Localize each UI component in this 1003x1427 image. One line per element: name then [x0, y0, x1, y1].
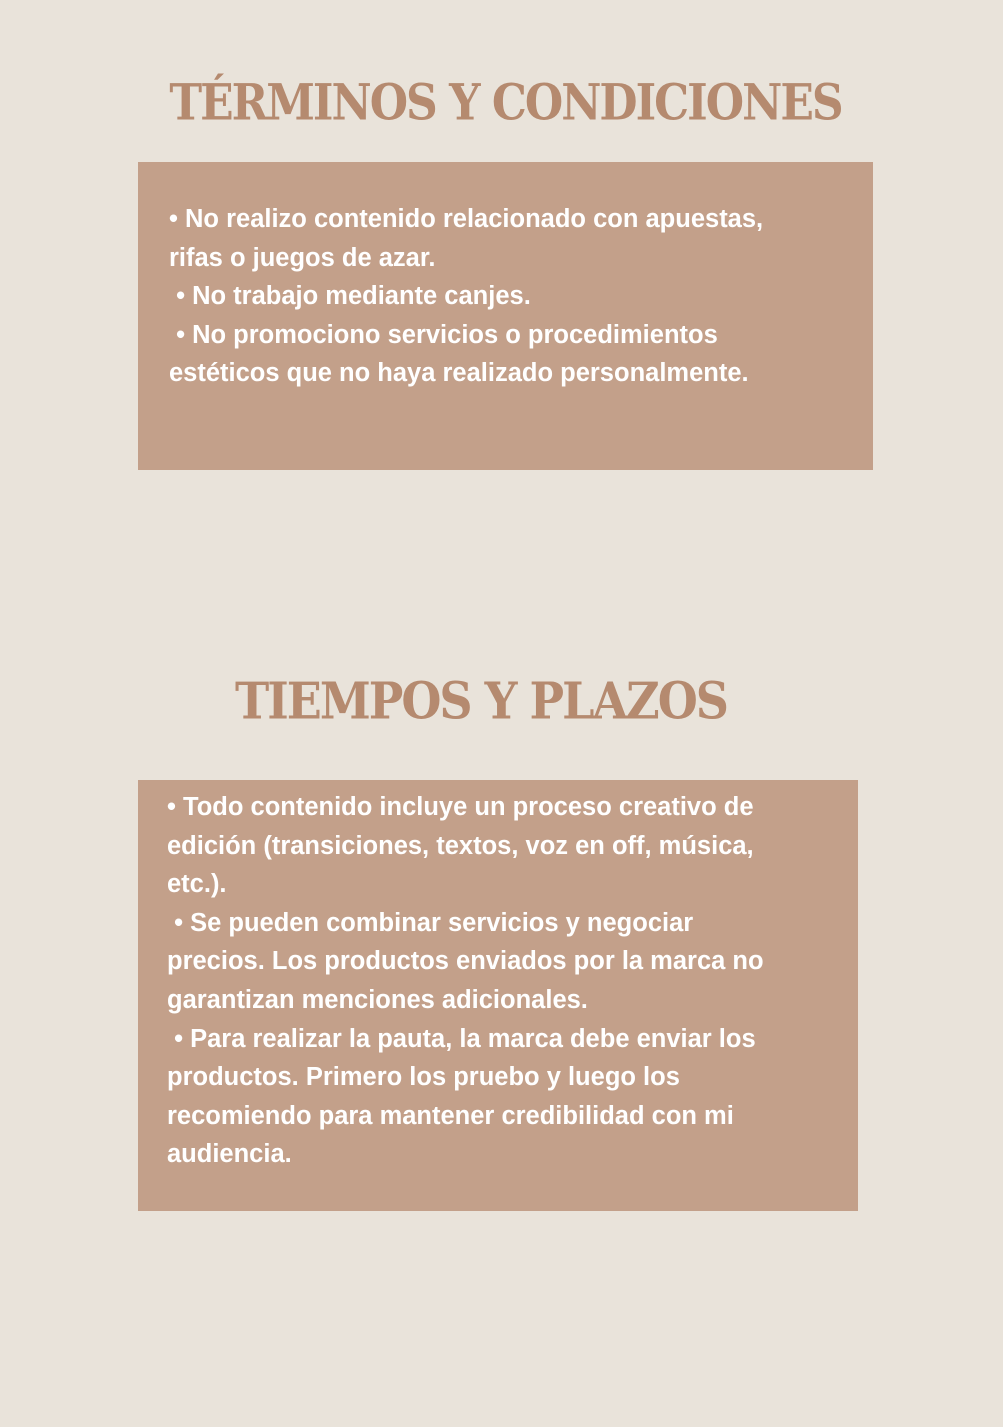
timing-line: • Todo contenido incluye un proceso creativo de	[167, 793, 754, 821]
timing-line: etc.).	[167, 870, 227, 899]
terms-line: • No promociono servicios o procedimientos	[169, 320, 718, 349]
timing-line: • Se pueden combinar servicios y negociar	[167, 908, 694, 937]
timing-line: precios. Los productos enviados por la marca no	[167, 947, 764, 976]
timing-line: productos. Primero los pruebo y luego los	[167, 1063, 680, 1092]
timing-box	[138, 780, 858, 1211]
terms-box	[138, 162, 873, 470]
timing-line: garantizan menciones adicionales.	[167, 985, 588, 1014]
timing-line: • Para realizar la pauta, la marca debe enviar los	[167, 1024, 756, 1053]
section-title-timing: TIEMPOS Y PLAZOS	[235, 671, 727, 731]
timing-line: recomiendo para mantener credibilidad con mi	[167, 1101, 734, 1130]
section-title-terms: TÉRMINOS Y CONDICIONES	[169, 74, 842, 132]
terms-line: estéticos que no haya realizado personalmente.	[169, 359, 749, 388]
timing-line: audiencia.	[167, 1140, 292, 1169]
terms-line: • No trabajo mediante canjes.	[169, 282, 531, 311]
terms-line: • No realizo contenido relacionado con apuestas,	[169, 205, 764, 233]
timing-line: edición (transiciones, textos, voz en off, música,	[167, 831, 754, 860]
terms-line: rifas o juegos de azar.	[169, 243, 436, 272]
